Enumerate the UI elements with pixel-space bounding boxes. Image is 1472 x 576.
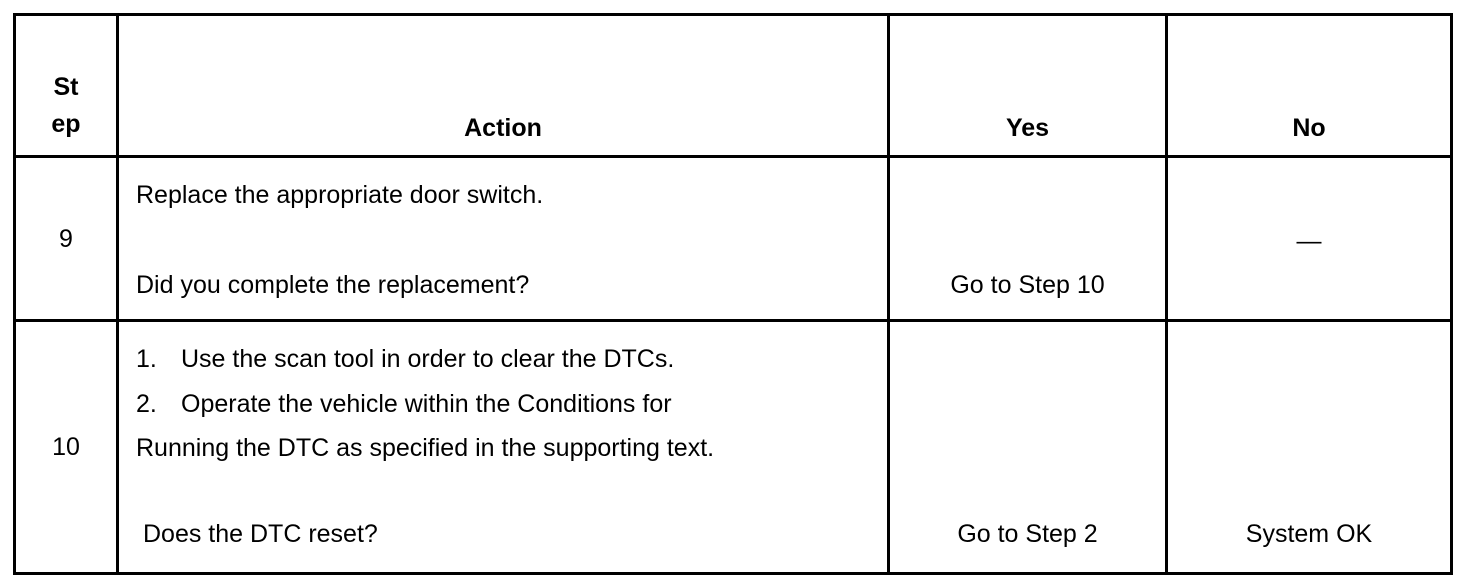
no-result: —: [1296, 227, 1322, 255]
action-cell: [118, 157, 889, 321]
step-header: [15, 15, 118, 157]
diagnostic-table: [13, 13, 1453, 575]
no-header: No: [1167, 15, 1452, 157]
list-number: 1.: [136, 345, 157, 373]
list-text: Operate the vehicle within the Conditions for: [181, 390, 672, 418]
no-cell: [1167, 321, 1452, 574]
action-list-item: [136, 389, 672, 419]
no-cell: [1167, 157, 1452, 321]
no-result: System OK: [1245, 520, 1373, 548]
header-row: [15, 15, 1452, 157]
action-question: Did you complete the replacement?: [136, 271, 530, 299]
yes-cell: [889, 157, 1167, 321]
action-list-item: [136, 344, 674, 374]
action-text: Replace the appropriate door switch.: [136, 181, 544, 209]
yes-result: Go to Step 10: [950, 271, 1105, 299]
step-number: 9: [15, 157, 118, 321]
action-cell: [118, 321, 889, 574]
table-row: [15, 321, 1452, 574]
yes-result: Go to Step 2: [957, 520, 1098, 548]
step-number: 10: [15, 321, 118, 574]
step-header-line2: ep: [51, 110, 81, 138]
step-header-line1: St: [53, 73, 79, 101]
action-question: Does the DTC reset?: [143, 520, 378, 548]
table-row: [15, 157, 1452, 321]
yes-cell: [889, 321, 1167, 574]
yes-header: Yes: [889, 15, 1167, 157]
action-continuation: Running the DTC as specified in the supporting text.: [136, 434, 715, 462]
action-header: Action: [118, 15, 889, 157]
list-text: Use the scan tool in order to clear the DTCs.: [181, 345, 675, 373]
list-number: 2.: [136, 390, 157, 418]
